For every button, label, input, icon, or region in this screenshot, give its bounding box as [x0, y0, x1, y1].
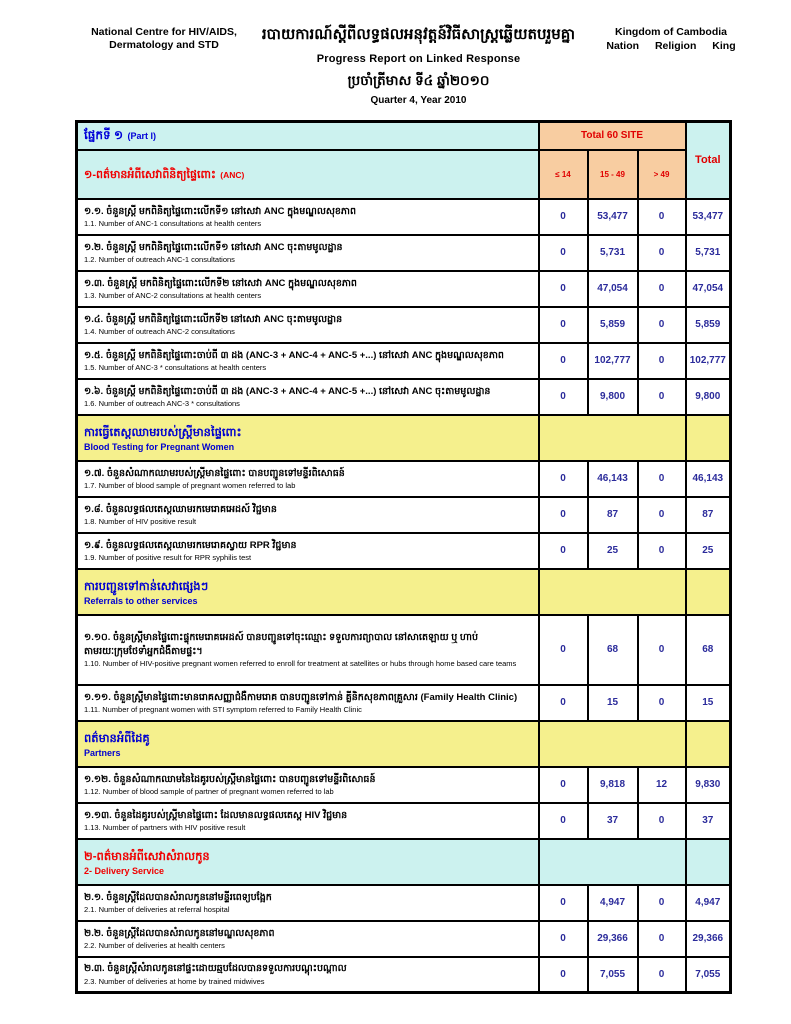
value-total: 68 — [686, 615, 731, 685]
table-row-1-10 — [77, 615, 731, 685]
row-label — [77, 885, 539, 921]
row-khmer-text: ១.៩. ចំនួនលទ្ធផលតេស្តឈាមរកមេរោគស្វាយ RPR វិជ្ជមាន — [84, 539, 297, 551]
value-15-49: 102,777 — [588, 343, 638, 379]
row-english-text: 1.1. Number of ANC-1 consultations at health centers — [84, 218, 262, 228]
table-row-1-12 — [77, 767, 731, 803]
row-label — [77, 533, 539, 569]
part-label-english: (Part I) — [127, 131, 157, 142]
value-over49: 0 — [638, 803, 686, 839]
value-under14: 0 — [539, 885, 588, 921]
row-label — [77, 199, 539, 235]
value-under14: 0 — [539, 803, 588, 839]
row-english-text: 1.4. Number of outreach ANC-2 consultations — [84, 326, 235, 336]
value-15-49: 25 — [588, 533, 638, 569]
section-spacer — [539, 569, 686, 615]
table-row-1-13 — [77, 803, 731, 839]
table-row-1-6 — [77, 379, 731, 415]
section-label — [77, 721, 539, 767]
value-15-49: 87 — [588, 497, 638, 533]
row-label — [77, 921, 539, 957]
table-row-1-8 — [77, 497, 731, 533]
section-title-khmer: ការបញ្ជូនទៅកាន់សេវាផ្សេងៗ — [84, 580, 209, 593]
section-anc-header-cell — [77, 150, 539, 199]
organization-name — [78, 26, 250, 52]
row-khmer-text: ១.៧. ចំនួនសំណាកឈាមរបស់ស្ត្រីមានផ្ទៃពោះ បានបញ្ជូនទៅមន្ទីរពិសោធន៍ — [84, 467, 345, 479]
value-15-49: 46,143 — [588, 461, 638, 497]
part-label-khmer: ផ្នែកទី ១ — [84, 128, 124, 143]
table-row-1-7 — [77, 461, 731, 497]
row-english-text: 2.2. Number of deliveries at health centers — [84, 940, 225, 950]
value-over49: 0 — [638, 885, 686, 921]
row-khmer-text: ១.៤. ចំនួនស្ត្រី មកពិនិត្យផ្ទៃពោះលើកទី២ នៅសេវា ANC ចុះតាមមូលដ្ឋាន — [84, 313, 343, 325]
table-row-2-3 — [77, 957, 731, 993]
value-under14: 0 — [539, 957, 588, 993]
section-spacer — [539, 415, 686, 461]
value-total: 15 — [686, 685, 731, 721]
value-under14: 0 — [539, 497, 588, 533]
value-over49: 0 — [638, 199, 686, 235]
value-total: 37 — [686, 803, 731, 839]
row-khmer-text-line2: តាមរយៈក្រុមថែទាំអ្នកជំងឺតាមផ្ទះ។ — [84, 645, 203, 657]
row-label — [77, 343, 539, 379]
value-15-49: 47,054 — [588, 271, 638, 307]
section-spacer — [686, 415, 731, 461]
row-english-text: 1.9. Number of positive result for RPR syphilis test — [84, 552, 252, 562]
row-khmer-text: ១.១១. ចំនួនស្ត្រីមានផ្ទៃពោះមានរោគសញ្ញាជំងឺកាមរោគ បានបញ្ជូនទៅកាន់ គ្លីនិកសុខភាពគ្រួសារ (Family Health Clinic) — [84, 691, 518, 703]
row-khmer-text: ២.១. ចំនួនស្ត្រីដែលបានសំរាលកូននៅមន្ទីរពេទ្យបង្អែក — [84, 891, 272, 903]
total-site-header-cell: Total 60 SITE — [539, 122, 686, 150]
value-under14: 0 — [539, 615, 588, 685]
section-title-khmer: ២-ពត៌មានអំពីសេវាសំរាលកូន — [84, 850, 210, 863]
value-15-49: 9,800 — [588, 379, 638, 415]
table-row-1-3 — [77, 271, 731, 307]
value-15-49: 5,731 — [588, 235, 638, 271]
row-label — [77, 307, 539, 343]
value-over49: 0 — [638, 685, 686, 721]
value-15-49: 15 — [588, 685, 638, 721]
value-total: 29,366 — [686, 921, 731, 957]
value-under14: 0 — [539, 921, 588, 957]
value-under14: 0 — [539, 461, 588, 497]
section-header-blood-testing — [77, 415, 731, 461]
value-total: 47,054 — [686, 271, 731, 307]
row-english-text: 1.6. Number of outreach ANC-3 * consultations — [84, 398, 240, 408]
section-spacer — [686, 721, 731, 767]
row-khmer-text: ១.១០. ចំនួនស្ត្រីមានផ្ទៃពោះផ្ទុកមេរោគអេដស៍ បានបញ្ជូនទៅចុះឈ្មោះ ទទួលការព្យាបាល នៅសាតេឡាយ ឬ ហាប់ — [84, 631, 479, 643]
organization-line1: National Centre for HIV/AIDS, — [91, 26, 237, 38]
organization-line2: Dermatology and STD — [109, 39, 219, 52]
value-total: 53,477 — [686, 199, 731, 235]
table-row-2-1 — [77, 885, 731, 921]
row-english-text: 1.8. Number of HIV positive result — [84, 516, 197, 526]
row-khmer-text: ១.១. ចំនួនស្ត្រី មកពិនិត្យផ្ទៃពោះលើកទី១ នៅសេវា ANC ក្នុងមណ្ឌលសុខភាព — [84, 205, 357, 217]
age-column-under14: ≤ 14 — [539, 150, 588, 199]
value-15-49: 7,055 — [588, 957, 638, 993]
value-over49: 12 — [638, 767, 686, 803]
value-over49: 0 — [638, 957, 686, 993]
value-15-49: 9,818 — [588, 767, 638, 803]
row-label — [77, 767, 539, 803]
value-15-49: 68 — [588, 615, 638, 685]
row-khmer-text: ១.១៣. ចំនួនដៃគូរបស់ស្ត្រីមានផ្ទៃពោះ ដែលមានលទ្ធផលតេស្ត HIV វិជ្ជមាន — [84, 809, 348, 821]
section-spacer — [686, 839, 731, 885]
value-total: 5,731 — [686, 235, 731, 271]
value-under14: 0 — [539, 767, 588, 803]
total-column-header-cell: Total — [686, 122, 731, 199]
value-total: 9,830 — [686, 767, 731, 803]
age-column-over49: > 49 — [638, 150, 686, 199]
value-under14: 0 — [539, 343, 588, 379]
value-total: 4,947 — [686, 885, 731, 921]
value-total: 7,055 — [686, 957, 731, 993]
value-15-49: 53,477 — [588, 199, 638, 235]
section-anc-title-suffix: (ANC) — [220, 169, 245, 180]
table-row-1-9 — [77, 533, 731, 569]
row-english-text: 1.2. Number of outreach ANC-1 consultations — [84, 254, 235, 264]
value-under14: 0 — [539, 271, 588, 307]
row-khmer-text: ១.៣. ចំនួនស្ត្រី មកពិនិត្យផ្ទៃពោះលើកទី២ នៅសេវា ANC ក្នុងមណ្ឌលសុខភាព — [84, 277, 357, 289]
value-under14: 0 — [539, 379, 588, 415]
row-english-text: 2.1. Number of deliveries at referral hospital — [84, 904, 230, 914]
row-english-text: 1.10. Number of HIV-positive pregnant women referred to enroll for treatment at satellites or hubs through home based care teams — [84, 659, 517, 668]
row-khmer-text: ២.២. ចំនួនស្ត្រីដែលបានសំរាលកូននៅមណ្ឌលសុខភាព — [84, 927, 275, 939]
section-spacer — [539, 721, 686, 767]
row-english-text: 1.12. Number of blood sample of partner of pregnant women referred to lab — [84, 786, 334, 796]
row-khmer-text: ១.១២. ចំនួនសំណាកឈាមនៃដៃគូរបស់ស្ត្រីមានផ្ទៃពោះ បានបញ្ជូនទៅមន្ទីរពិសោធន៍ — [84, 773, 376, 785]
report-title-block — [250, 24, 587, 106]
row-english-text: 1.3. Number of ANC-2 consultations at health centers — [84, 290, 262, 300]
table-row-1-2 — [77, 235, 731, 271]
row-english-text: 2.3. Number of deliveries at home by trained midwives — [84, 976, 265, 986]
section-header-delivery — [77, 839, 731, 885]
value-total: 9,800 — [686, 379, 731, 415]
value-over49: 0 — [638, 235, 686, 271]
value-15-49: 5,859 — [588, 307, 638, 343]
report-table — [75, 120, 732, 994]
report-subtitle-english: Quarter 4, Year 2010 — [370, 95, 467, 106]
value-over49: 0 — [638, 497, 686, 533]
row-label — [77, 615, 539, 685]
section-label — [77, 839, 539, 885]
row-label — [77, 957, 539, 993]
row-khmer-text: ២.៣. ចំនួនស្ត្រីសំរាលកូននៅផ្ទះដោយឆ្មបដែលបានទទួលការបណ្តុះបណ្តាល — [84, 963, 347, 975]
value-under14: 0 — [539, 307, 588, 343]
table-row-1-5 — [77, 343, 731, 379]
value-over49: 0 — [638, 307, 686, 343]
value-15-49: 37 — [588, 803, 638, 839]
report-title-english: Progress Report on Linked Response — [316, 53, 521, 65]
row-khmer-text: ១.៨. ចំនួនលទ្ធផលតេស្តឈាមរកមេរោគអេដស៍ វិជ្ជមាន — [84, 503, 277, 515]
section-title-english: Blood Testing for Pregnant Women — [84, 442, 235, 453]
value-over49: 0 — [638, 379, 686, 415]
value-over49: 0 — [638, 533, 686, 569]
age-column-15-49: 15 - 49 — [588, 150, 638, 199]
value-under14: 0 — [539, 199, 588, 235]
value-total: 5,859 — [686, 307, 731, 343]
section-header-partners — [77, 721, 731, 767]
section-title-khmer: ពត៌មានអំពីដៃគូ — [84, 732, 150, 745]
section-title-english: Partners — [84, 748, 121, 759]
row-label — [77, 379, 539, 415]
row-english-text: 1.7. Number of blood sample of pregnant women referred to lab — [84, 480, 296, 490]
value-total: 46,143 — [686, 461, 731, 497]
table-row-1-1 — [77, 199, 731, 235]
kingdom-header — [587, 26, 755, 53]
table-header-row-part — [77, 122, 731, 150]
section-title-english: Referrals to other services — [84, 596, 198, 607]
row-english-text: 1.11. Number of pregnant women with STI symptom referred to Family Health Clinic — [84, 704, 362, 714]
section-label — [77, 569, 539, 615]
value-total: 102,777 — [686, 343, 731, 379]
section-anc-title-khmer: ១-ពត៌មានអំពីសេវាពិនិត្យផ្ទៃពោះ — [84, 168, 216, 181]
kingdom-line: Kingdom of Cambodia — [615, 26, 727, 38]
page-header — [0, 0, 791, 106]
value-over49: 0 — [638, 615, 686, 685]
table-row-1-11 — [77, 685, 731, 721]
part-header-cell — [77, 122, 539, 150]
value-over49: 0 — [638, 921, 686, 957]
row-label — [77, 803, 539, 839]
value-under14: 0 — [539, 533, 588, 569]
row-label — [77, 497, 539, 533]
value-under14: 0 — [539, 685, 588, 721]
section-title-khmer: ការធ្វើតេស្តឈាមរបស់ស្ត្រីមានផ្ទៃពោះ — [84, 426, 242, 439]
row-khmer-text: ១.៥. ចំនួនស្ត្រី មកពិនិត្យផ្ទៃពោះចាប់ពី ៣ ដង (ANC-3 + ANC-4 + ANC-5 +...) នៅសេវា ANC ក្នុងមណ្ឌលសុខភាព — [84, 349, 504, 361]
value-over49: 0 — [638, 343, 686, 379]
row-english-text: 1.5. Number of ANC-3 * consultations at health centers — [84, 362, 267, 372]
value-over49: 0 — [638, 271, 686, 307]
value-over49: 0 — [638, 461, 686, 497]
value-15-49: 29,366 — [588, 921, 638, 957]
section-label — [77, 415, 539, 461]
section-spacer — [686, 569, 731, 615]
kingdom-motto: Nation Religion King — [606, 39, 736, 52]
report-title-khmer: របាយការណ៍ស្តីពីលទ្ធផលអនុវត្តន៍វិធីសាស្ត្រឆ្លើយតបរួមគ្នា — [261, 26, 576, 43]
value-total: 87 — [686, 497, 731, 533]
table-row-1-4 — [77, 307, 731, 343]
row-khmer-text: ១.២. ចំនួនស្ត្រី មកពិនិត្យផ្ទៃពោះលើកទី១ នៅសេវា ANC ចុះតាមមូលដ្ឋាន — [84, 241, 343, 253]
row-label — [77, 685, 539, 721]
row-label — [77, 271, 539, 307]
row-label — [77, 235, 539, 271]
section-header-referrals — [77, 569, 731, 615]
report-subtitle-khmer: ប្រចាំត្រីមាស ទី៤ ឆ្នាំ២០១០ — [347, 73, 490, 88]
row-khmer-text: ១.៦. ចំនួនស្ត្រី មកពិនិត្យផ្ទៃពោះចាប់ពី ៣ ដង (ANC-3 + ANC-4 + ANC-5 +...) នៅសេវា ANC ចុះតាមមូលដ្ឋាន — [84, 385, 491, 397]
table-row-2-2 — [77, 921, 731, 957]
section-spacer — [539, 839, 686, 885]
value-total: 25 — [686, 533, 731, 569]
value-under14: 0 — [539, 235, 588, 271]
row-english-text: 1.13. Number of partners with HIV positive result — [84, 822, 246, 832]
section-title-english: 2- Delivery Service — [84, 866, 165, 877]
value-15-49: 4,947 — [588, 885, 638, 921]
row-label — [77, 461, 539, 497]
